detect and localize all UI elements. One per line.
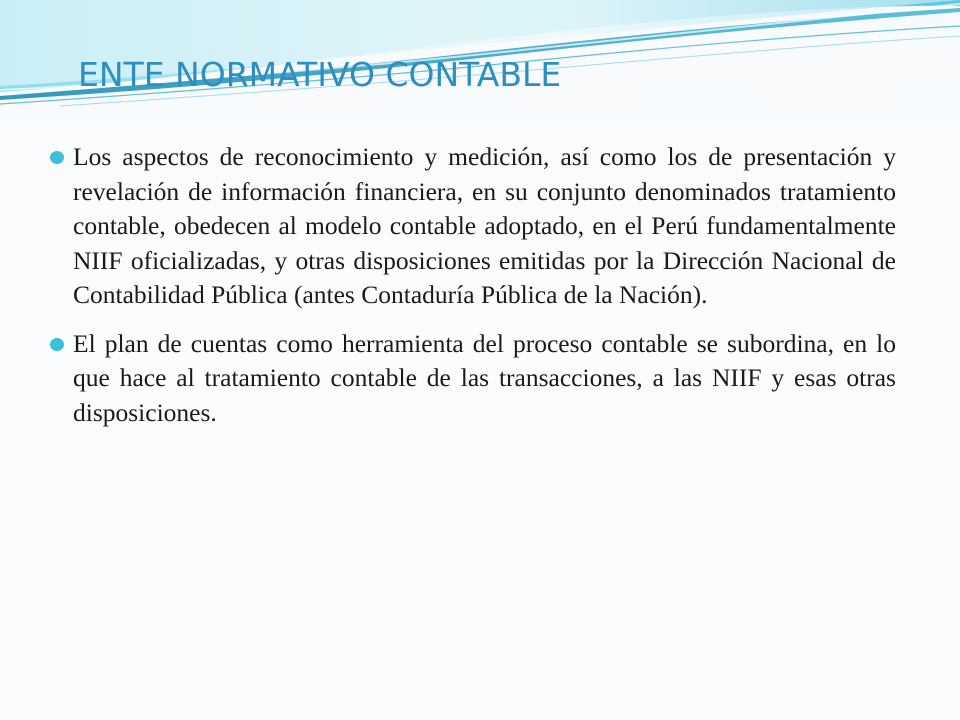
bullet-dot-icon <box>50 338 64 351</box>
bullet-item <box>50 140 896 313</box>
slide-title: ENTE NORMATIVO CONTABLE <box>78 55 562 94</box>
bullet-item <box>50 327 896 431</box>
bullet-list <box>50 140 896 444</box>
bullet-text: Los aspectos de reconocimiento y medición, así como los de presentación y revelación de información financiera, en su conjunto denominados tratamiento contable, obedecen al modelo contable adoptado, en el Perú fundamentalmente NIIF oficializadas, y otras disposiciones emitidas por la Dirección Nacional de Contabilidad Pública (antes Contaduría Pública de la Nación). <box>73 142 896 309</box>
bullet-text: El plan de cuentas como herramienta del proceso contable se subordina, en lo que hace al tratamiento contable de las transacciones, a las NIIF y esas otras disposiciones. <box>73 328 896 427</box>
bullet-dot-icon <box>50 151 64 164</box>
